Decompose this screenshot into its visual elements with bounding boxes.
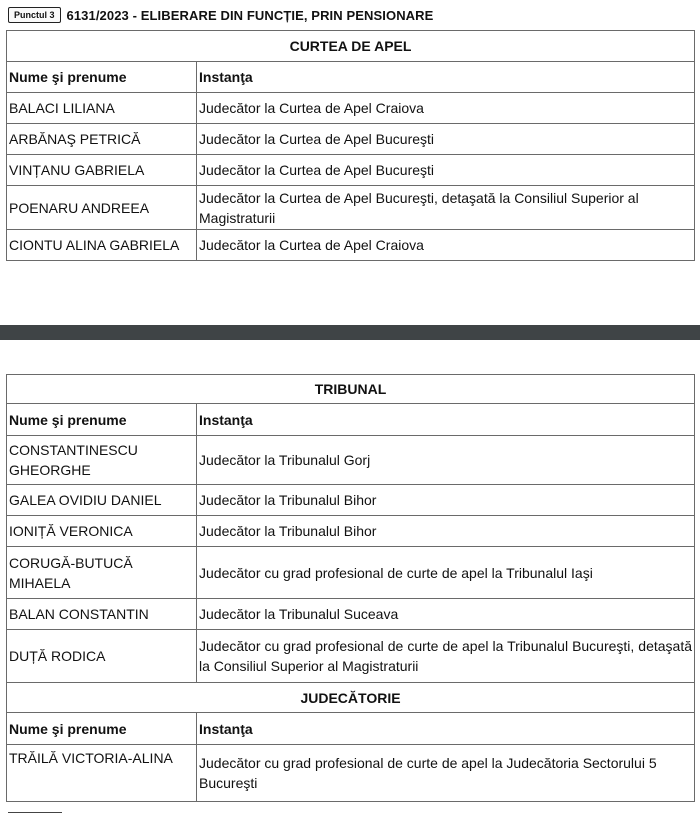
court-cell: Judecător la Tribunalul Bihor bbox=[197, 485, 695, 516]
punct-badge: Punctul 3 bbox=[8, 7, 61, 23]
court-cell: Judecător la Tribunalul Bihor bbox=[197, 516, 695, 547]
table-row bbox=[7, 155, 695, 186]
name-cell: VINȚANU GABRIELA bbox=[7, 155, 197, 186]
court-cell: Judecător cu grad profesional de curte de apel la Tribunalul Bucureşti, detaşată la Consiliul Superior al Magistraturii bbox=[197, 630, 695, 683]
name-cell: POENARU ANDREEA bbox=[7, 186, 197, 230]
column-header-court: Instanţa bbox=[197, 404, 695, 436]
name-cell: CORUGĂ-BUTUCĂ MIHAELA bbox=[7, 547, 197, 599]
column-header-court: Instanţa bbox=[197, 62, 695, 93]
page-separator-band bbox=[0, 325, 700, 340]
table-row bbox=[7, 599, 695, 630]
table-row bbox=[7, 630, 695, 683]
footer-rule bbox=[8, 812, 62, 817]
name-cell: DUȚĂ RODICA bbox=[7, 630, 197, 683]
table-row bbox=[7, 547, 695, 599]
court-cell: Judecător la Curtea de Apel Bucureşti bbox=[197, 124, 695, 155]
table-row bbox=[7, 745, 695, 802]
court-cell: Judecător cu grad profesional de curte de apel la Judecătoria Sectorului 5 Bucureşti bbox=[197, 745, 695, 802]
name-cell: GALEA OVIDIU DANIEL bbox=[7, 485, 197, 516]
column-header-name: Nume şi prenume bbox=[7, 62, 197, 93]
name-cell: IONIȚĂ VERONICA bbox=[7, 516, 197, 547]
court-cell: Judecător la Tribunalul Suceava bbox=[197, 599, 695, 630]
court-cell: Judecător la Tribunalul Gorj bbox=[197, 436, 695, 485]
document-header bbox=[8, 6, 433, 24]
curtea-de-apel-table bbox=[6, 30, 695, 261]
table-row bbox=[7, 436, 695, 485]
name-cell: CIONTU ALINA GABRIELA bbox=[7, 230, 197, 261]
court-cell: Judecător la Curtea de Apel Craiova bbox=[197, 93, 695, 124]
tribunal-judecatorie-table bbox=[6, 374, 695, 802]
court-cell: Judecător la Curtea de Apel Craiova bbox=[197, 230, 695, 261]
table-row bbox=[7, 516, 695, 547]
table-row bbox=[7, 230, 695, 261]
table-row bbox=[7, 485, 695, 516]
section-title: TRIBUNAL bbox=[7, 375, 695, 404]
name-cell: ARBĂNAŞ PETRICĂ bbox=[7, 124, 197, 155]
name-cell: TRĂILĂ VICTORIA-ALINA bbox=[7, 745, 197, 802]
column-header-name: Nume şi prenume bbox=[7, 404, 197, 436]
column-header-name: Nume şi prenume bbox=[7, 713, 197, 745]
table-row bbox=[7, 124, 695, 155]
table-row bbox=[7, 186, 695, 230]
table-row bbox=[7, 93, 695, 124]
court-cell: Judecător la Curtea de Apel Bucureşti bbox=[197, 155, 695, 186]
column-header-court: Instanţa bbox=[197, 713, 695, 745]
name-cell: BALAN CONSTANTIN bbox=[7, 599, 197, 630]
court-cell: Judecător la Curtea de Apel Bucureşti, detaşată la Consiliul Superior al Magistraturii bbox=[197, 186, 695, 230]
document-title: 6131/2023 - ELIBERARE DIN FUNCȚIE, PRIN PENSIONARE bbox=[66, 7, 434, 23]
section-title: CURTEA DE APEL bbox=[7, 31, 695, 62]
name-cell: BALACI LILIANA bbox=[7, 93, 197, 124]
name-cell: CONSTANTINESCU GHEORGHE bbox=[7, 436, 197, 485]
court-cell: Judecător cu grad profesional de curte de apel la Tribunalul Iaşi bbox=[197, 547, 695, 599]
section-title: JUDECĂTORIE bbox=[7, 683, 695, 713]
